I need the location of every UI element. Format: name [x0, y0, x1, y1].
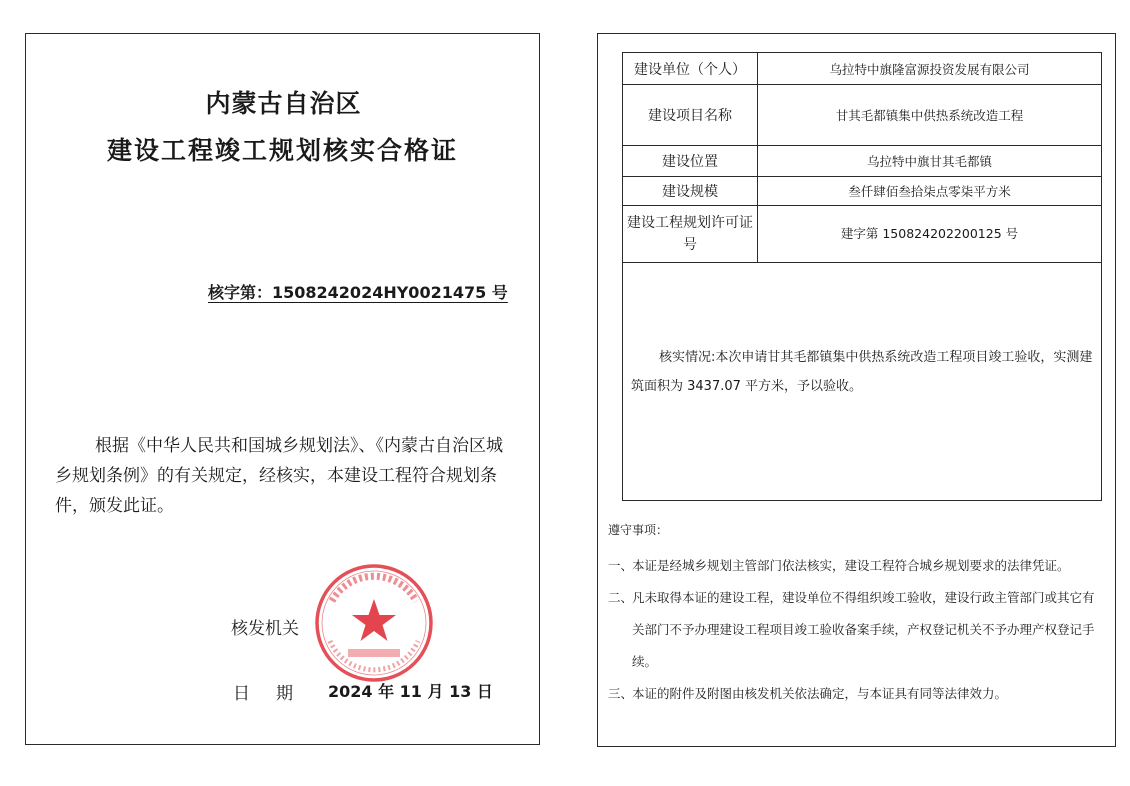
table-label: 建设单位（个人）	[623, 53, 758, 85]
notice-title: 遵守事项：	[608, 523, 669, 537]
list-item	[608, 550, 1104, 582]
list-item	[608, 678, 1104, 710]
table-label: 建设位置	[623, 146, 758, 177]
table-value: 甘其毛都镇集中供热系统改造工程	[758, 85, 1102, 146]
issuer-label: 核发机关	[231, 619, 299, 639]
table-value: 乌拉特中旗甘其毛都镇	[758, 146, 1102, 177]
table-value: 叁仟肆佰叁拾柒点零柒平方米	[758, 177, 1102, 206]
right-page	[597, 33, 1116, 747]
notice-number: 一、	[608, 558, 634, 573]
list-item	[608, 582, 1104, 678]
table-value: 乌拉特中旗隆富源投资发展有限公司	[758, 53, 1102, 85]
date-label: 日期	[233, 684, 319, 704]
table-row	[623, 263, 1102, 501]
intro-paragraph: 根据《中华人民共和国城乡规划法》、《内蒙古自治区城乡规划条例》的有关规定，经核实，本建设工程符合规划条件，颁发此证。	[55, 436, 503, 516]
left-page	[25, 33, 540, 745]
official-seal-icon	[312, 561, 436, 685]
certificate-title-line2: 建设工程竣工规划核实合格证	[106, 136, 458, 165]
table-row	[623, 85, 1102, 146]
certificate-number: 核字第：1508242024HY0021475 号	[208, 283, 508, 302]
certificate-title-line1: 内蒙古自治区	[205, 89, 362, 118]
table-label: 建设规模	[623, 177, 758, 206]
table-value: 建字第 150824202200125 号	[758, 206, 1102, 263]
inspection-remarks: 核实情况:本次申请甘其毛都镇集中供热系统改造工程项目竣工验收，实测建筑面积为 3437.07 平方米，予以验收。	[631, 350, 1093, 394]
notice-text: 本证的附件及附图由核发机关依法确定，与本证具有同等法律效力。	[632, 686, 1008, 701]
table-row	[623, 177, 1102, 206]
notice-number: 三、	[608, 686, 634, 701]
table-label: 建设工程规划许可证号	[623, 206, 758, 263]
notice-text: 凡未取得本证的建设工程，建设单位不得组织竣工验收，建设行政主管部门或其它有关部门不予办理建设工程项目竣工验收备案手续，产权登记机关不予办理产权登记手续。	[632, 590, 1095, 669]
notice-list	[608, 550, 1104, 710]
remarks-cell	[623, 263, 1102, 501]
table-row	[623, 146, 1102, 177]
notice-text: 本证是经城乡规划主管部门依法核实，建设工程符合城乡规划要求的法律凭证。	[632, 558, 1070, 573]
issue-date: 2024 年 11 月 13 日	[328, 682, 493, 701]
notice-number: 二、	[608, 590, 634, 605]
table-label: 建设项目名称	[623, 85, 758, 146]
project-info-table	[622, 52, 1102, 501]
table-row	[623, 206, 1102, 263]
table-row	[623, 53, 1102, 85]
